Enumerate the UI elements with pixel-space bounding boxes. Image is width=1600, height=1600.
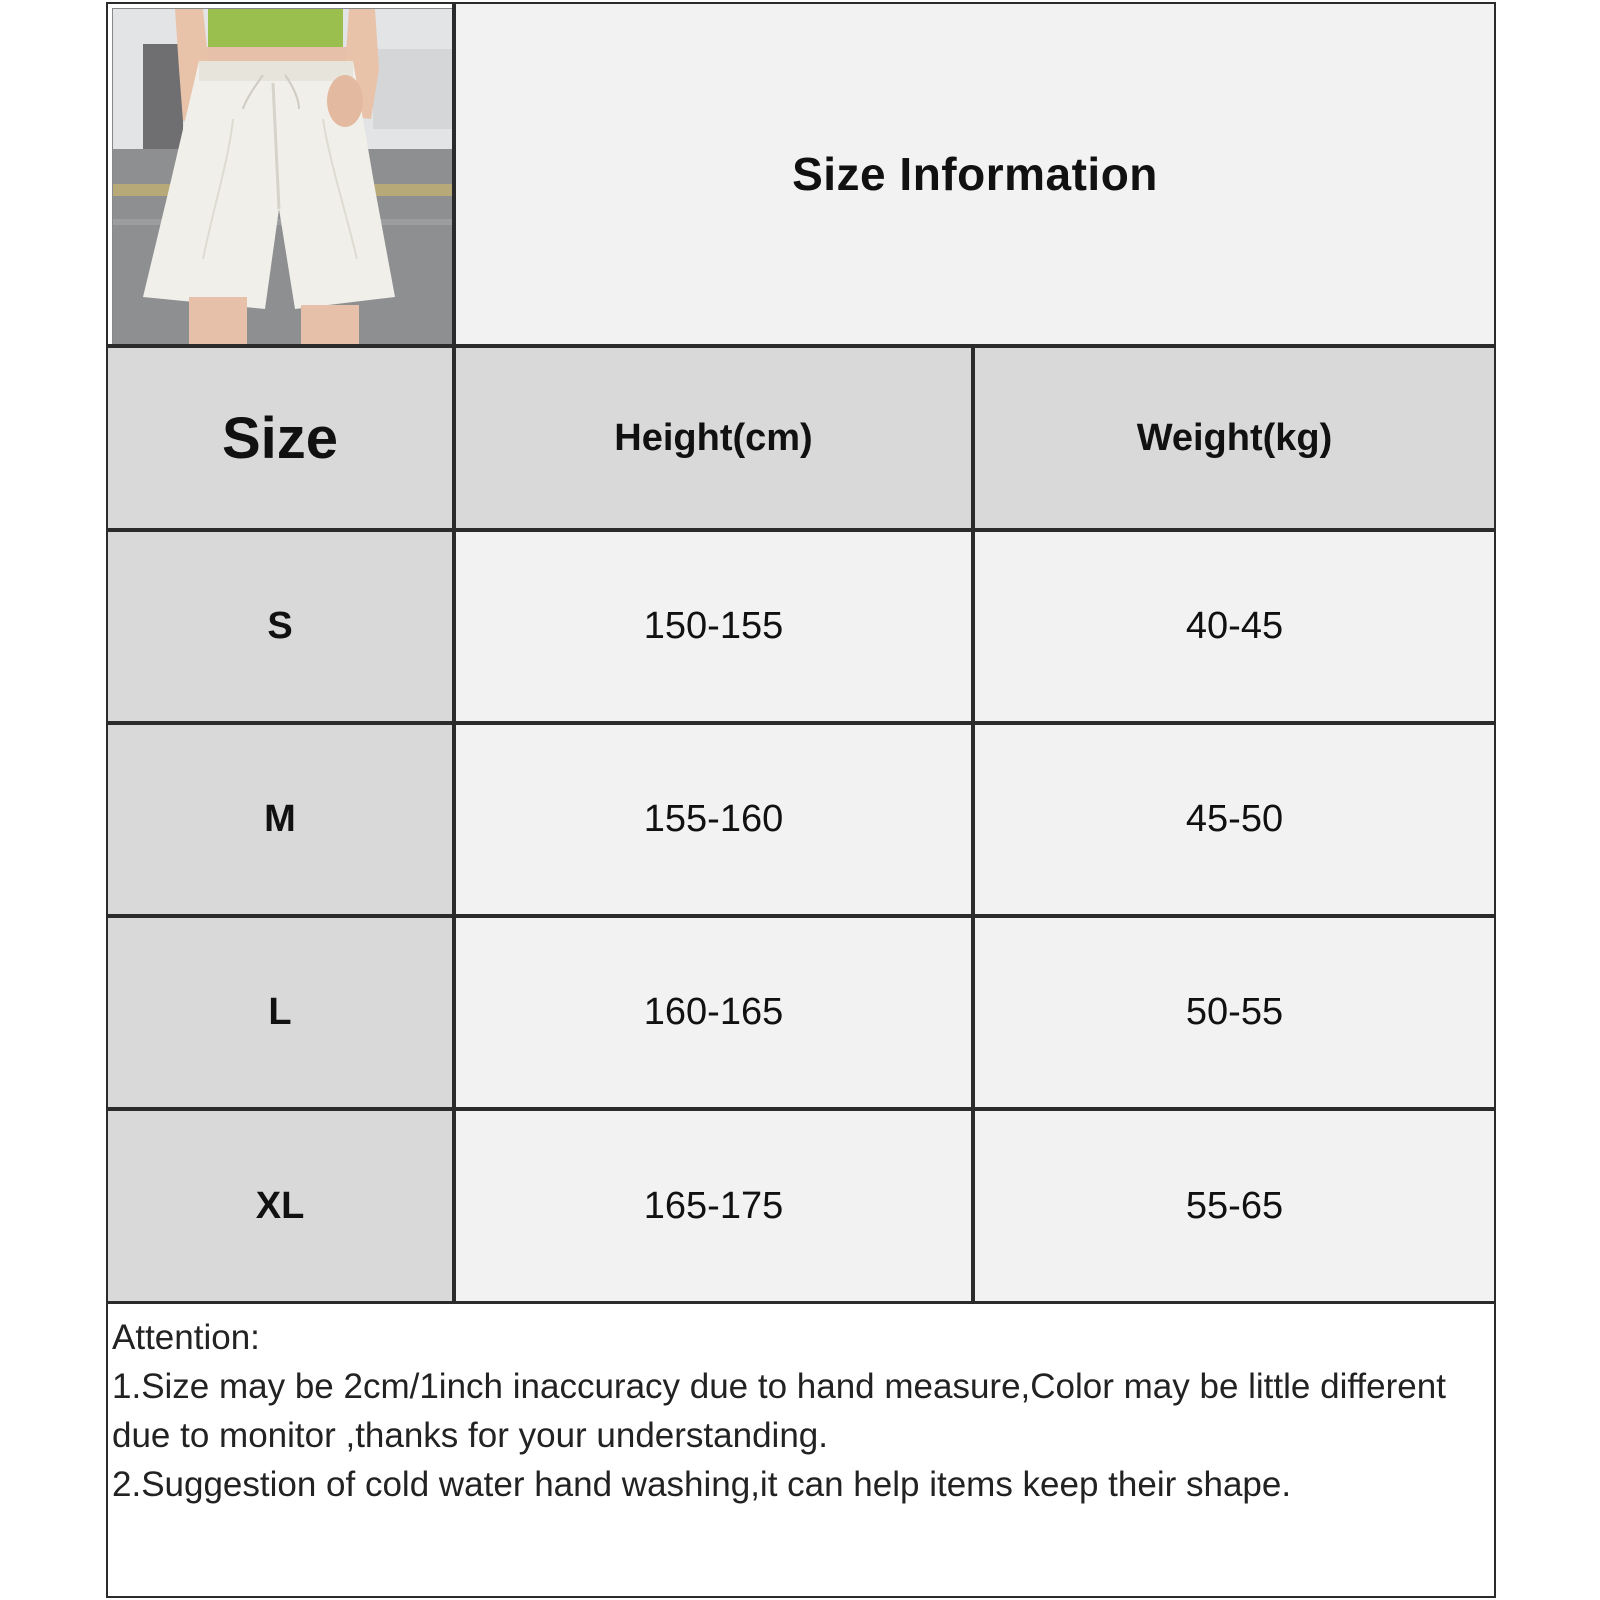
attention-notes <box>112 1313 1482 1509</box>
height-value: 150-155 <box>643 605 784 647</box>
notes-line-2: 2.Suggestion of cold water hand washing,it can help items keep their shape. <box>112 1465 1292 1504</box>
grid-divider <box>108 1301 1494 1304</box>
column-header-size: Size <box>221 405 339 471</box>
grid-divider <box>108 914 1494 918</box>
weight-value: 40-45 <box>1185 605 1284 647</box>
height-value: 165-175 <box>643 1184 784 1227</box>
page-title: Size Information <box>792 148 1158 200</box>
weight-cell <box>975 532 1494 721</box>
header-weight-cell <box>975 348 1494 528</box>
size-label: S <box>267 605 293 647</box>
grid-divider <box>108 344 1494 348</box>
height-cell <box>456 918 971 1107</box>
weight-cell <box>975 725 1494 914</box>
weight-cell <box>975 918 1494 1107</box>
weight-cell <box>975 1111 1494 1301</box>
grid-divider <box>108 721 1494 725</box>
height-cell <box>456 1111 971 1301</box>
title-cell <box>456 4 1494 344</box>
column-header-weight: Weight(kg) <box>1136 416 1333 459</box>
size-label: XL <box>255 1184 305 1227</box>
height-cell <box>456 532 971 721</box>
table-row-size-cell <box>108 1111 452 1301</box>
header-height-cell <box>456 348 971 528</box>
size-label: L <box>268 991 292 1033</box>
weight-value: 50-55 <box>1185 991 1284 1033</box>
header-size-cell <box>108 348 452 528</box>
weight-value: 55-65 <box>1185 1184 1284 1227</box>
grid-divider <box>971 348 975 1303</box>
column-header-height: Height(cm) <box>614 416 813 459</box>
table-row-size-cell <box>108 725 452 914</box>
notes-line-1: 1.Size may be 2cm/1inch inaccuracy due to hand measure,Color may be little different due to monitor ,thanks for your understanding. <box>112 1367 1446 1455</box>
grid-divider <box>108 528 1494 532</box>
notes-heading: Attention: <box>112 1318 260 1357</box>
height-value: 160-165 <box>643 991 784 1033</box>
table-row-size-cell <box>108 532 452 721</box>
size-label: M <box>264 798 296 840</box>
grid-divider <box>108 1107 1494 1111</box>
height-value: 155-160 <box>643 798 784 840</box>
height-cell <box>456 725 971 914</box>
weight-value: 45-50 <box>1185 798 1284 840</box>
size-chart-sheet <box>106 2 1496 1598</box>
product-photo <box>112 8 454 350</box>
table-row-size-cell <box>108 918 452 1107</box>
